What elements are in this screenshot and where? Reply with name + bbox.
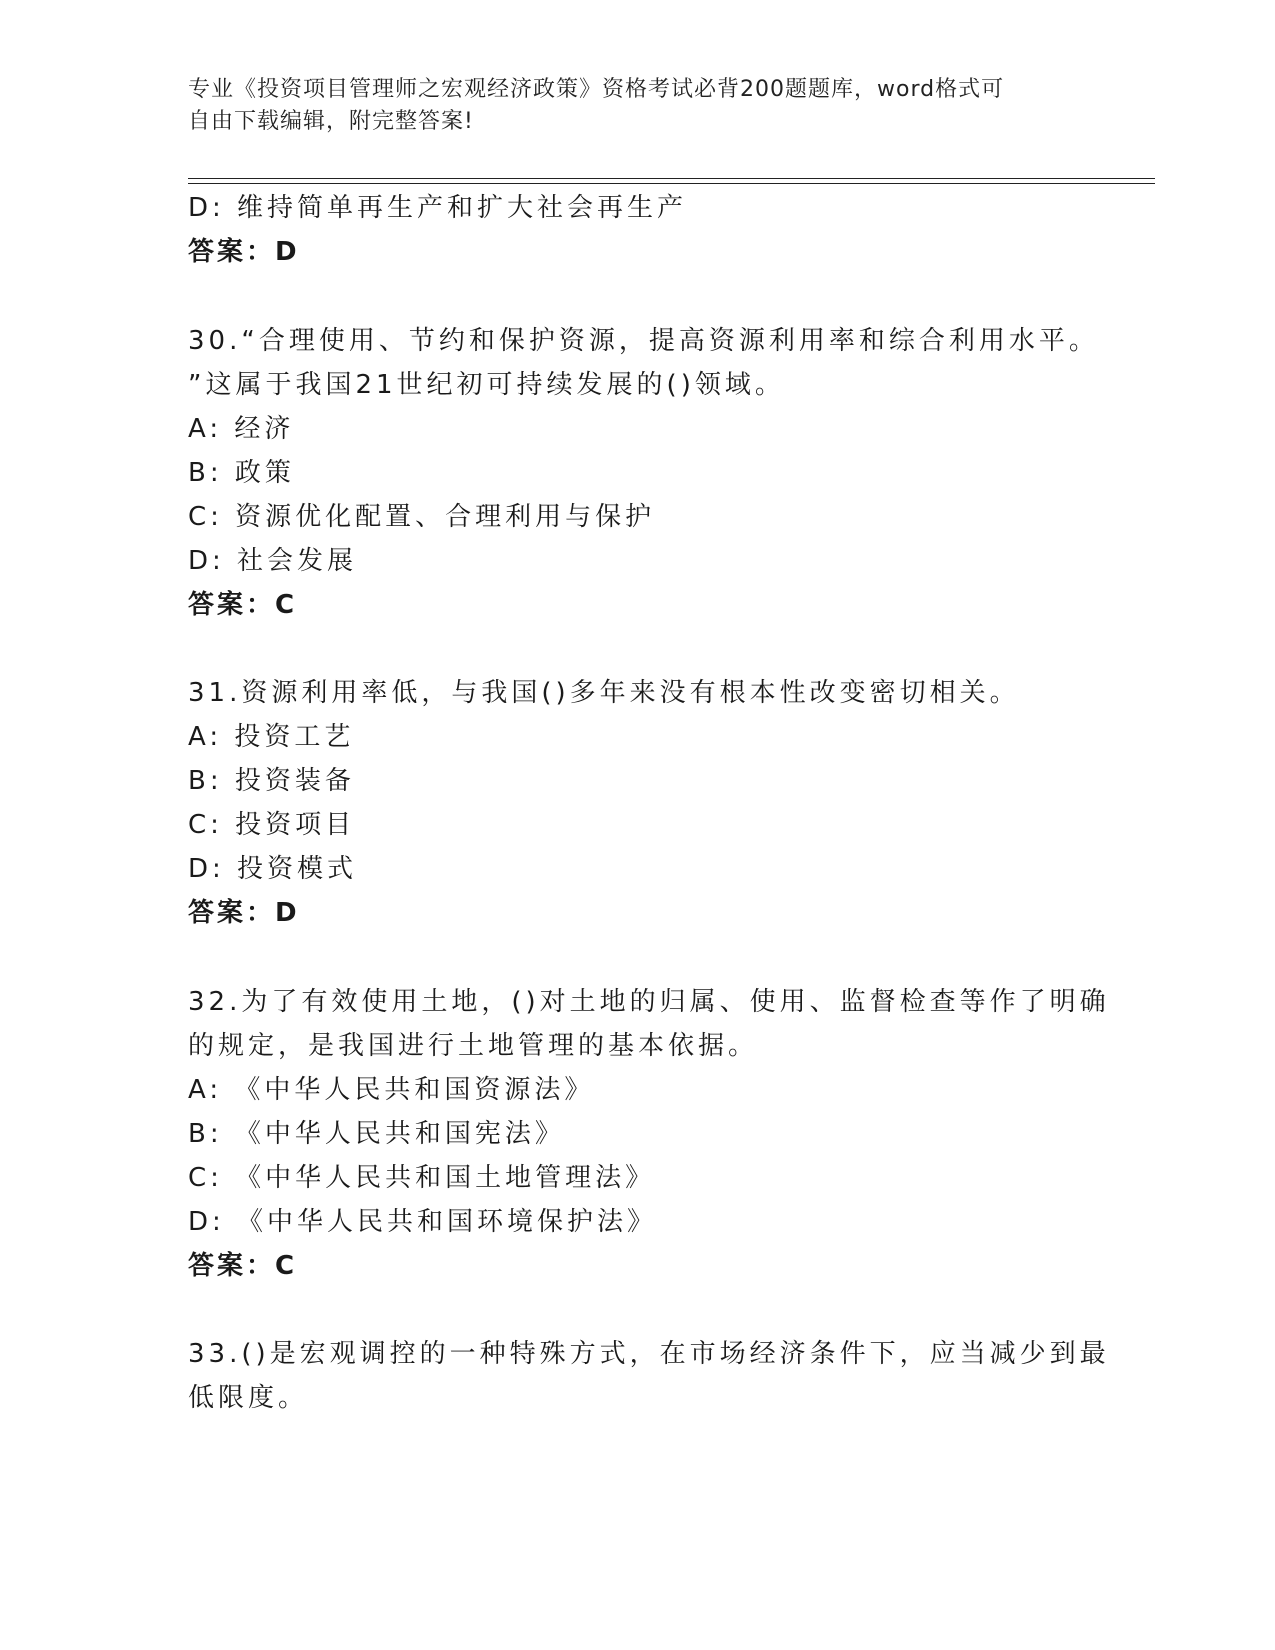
q31-option-c: C: 投资项目 [188, 810, 356, 840]
header-rule-bottom [188, 183, 1155, 184]
q30-option-a: A: 经济 [188, 414, 295, 444]
header-line-1: 专业《投资项目管理师之宏观经济政策》资格考试必背200题题库，word格式可 [188, 77, 1005, 102]
q30-option-d: D: 社会发展 [188, 546, 358, 576]
header-line-2: 自由下载编辑，附完整答案! [188, 109, 474, 134]
q32-stem-line-2: 的规定，是我国进行土地管理的基本依据。 [188, 1031, 759, 1061]
document-header [188, 74, 1088, 138]
q30-stem-line-2: ”这属于我国21世纪初可持续发展的()领域。 [188, 370, 785, 400]
q31-option-b: B: 投资装备 [188, 766, 355, 796]
q32-option-b: B: 《中华人民共和国宪法》 [188, 1119, 565, 1149]
q32-answer: 答案：C [188, 1251, 298, 1281]
q33-stem-line-1: 33.()是宏观调控的一种特殊方式，在市场经济条件下，应当减少到最 [188, 1339, 1110, 1369]
q32-option-a: A: 《中华人民共和国资源法》 [188, 1075, 595, 1105]
q32-option-c: C: 《中华人民共和国土地管理法》 [188, 1163, 656, 1193]
q32-option-d: D: 《中华人民共和国环境保护法》 [188, 1207, 658, 1237]
q30-option-b: B: 政策 [188, 458, 295, 488]
q31-option-a: A: 投资工艺 [188, 722, 355, 752]
q30-answer: 答案：C [188, 590, 298, 620]
q30-option-c: C: 资源优化配置、合理利用与保护 [188, 502, 656, 532]
prev-option-d: D: 维持简单再生产和扩大社会再生产 [188, 193, 688, 223]
q30-stem-line-1: 30.“合理使用、节约和保护资源，提高资源利用率和综合利用水平。 [188, 326, 1099, 356]
q33-stem-line-2: 低限度。 [188, 1383, 309, 1413]
q31-answer: 答案：D [188, 898, 300, 928]
q31-stem-line-1: 31.资源利用率低，与我国()多年来没有根本性改变密切相关。 [188, 678, 1020, 708]
q32-stem-line-1: 32.为了有效使用土地，()对土地的归属、使用、监督检查等作了明确 [188, 987, 1110, 1017]
prev-answer: 答案：D [188, 237, 300, 267]
header-rule-top [188, 178, 1155, 179]
q31-option-d: D: 投资模式 [188, 854, 358, 884]
